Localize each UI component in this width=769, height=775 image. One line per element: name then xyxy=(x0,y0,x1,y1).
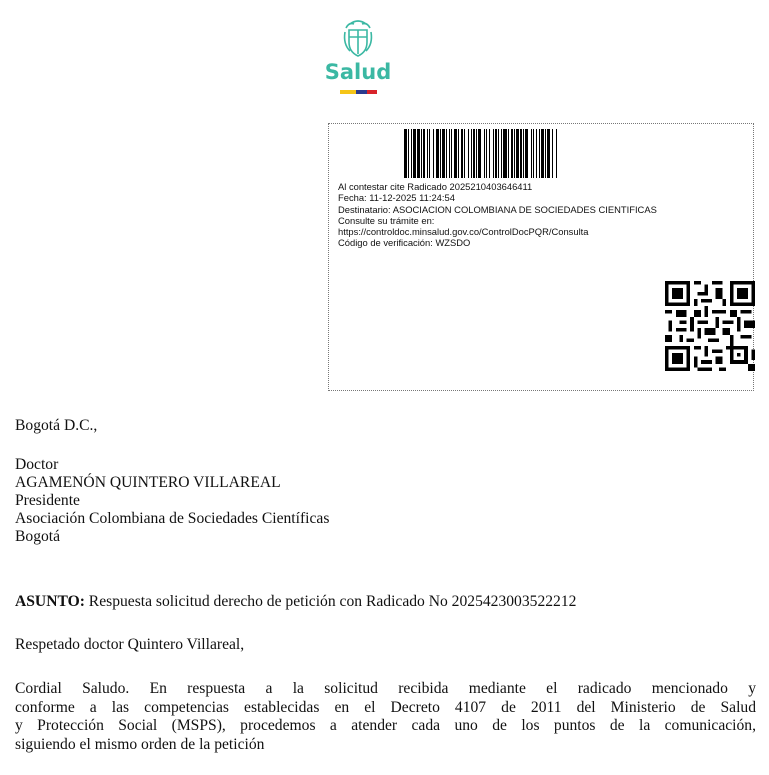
subject-text: Respuesta solicitud derecho de petición con Radicado No 2025423003522212 xyxy=(84,593,577,610)
body-line: y Protección Social (MSPS), procedemos a atender cada uno de los puntos de la comunicación, xyxy=(15,717,756,734)
place-line: Bogotá D.C., xyxy=(15,417,98,434)
body-line: siguiendo el mismo orden de la petición xyxy=(15,735,265,753)
subject-label: ASUNTO: xyxy=(15,593,85,610)
stamp-fecha: Fecha: 11-12-2025 11:24:54 xyxy=(338,192,455,204)
stamp-verification-code: Código de verificación: WZSDO xyxy=(338,237,471,249)
stamp-radicado: Al contestar cite Radicado 2025210403646411 xyxy=(338,181,533,192)
subject-line xyxy=(15,593,576,612)
stamp-consulte: Consulte su trámite en: xyxy=(338,214,435,226)
recipient-name: AGAMENÓN QUINTERO VILLAREAL xyxy=(15,474,281,491)
stamp-destinatario: Destinatario: ASOCIACION COLOMBIANA DE SOCIEDADES CIENTIFICAS xyxy=(338,203,657,215)
qr-code-icon xyxy=(665,281,755,371)
logo-text: Salud xyxy=(324,60,392,84)
recipient-city: Bogotá xyxy=(15,528,61,545)
stamp-info xyxy=(338,181,657,249)
stamp-url[interactable]: https://controldoc.minsalud.gov.co/ControlDocPQR/Consulta xyxy=(338,226,589,238)
colombia-flag-bar xyxy=(340,90,377,94)
recipient-position: Presidente xyxy=(15,492,80,509)
recipient-organization: Asociación Colombiana de Sociedades Científicas xyxy=(15,510,330,527)
barcode-icon xyxy=(404,129,679,178)
radicado-stamp xyxy=(328,123,754,391)
body-line: conforme a las competencias establecidas en el Decreto 4107 de 2011 del Ministerio de Salud xyxy=(15,698,756,716)
salutation: Respetado doctor Quintero Villareal, xyxy=(15,636,245,653)
colombia-coat-of-arms-icon xyxy=(341,18,375,58)
recipient-title: Doctor xyxy=(15,456,59,473)
body-paragraph xyxy=(15,680,756,754)
ministry-logo xyxy=(318,18,398,103)
body-line: Cordial Saludo. En respuesta a la solicitud recibida mediante el radicado mencionado y xyxy=(15,680,756,697)
